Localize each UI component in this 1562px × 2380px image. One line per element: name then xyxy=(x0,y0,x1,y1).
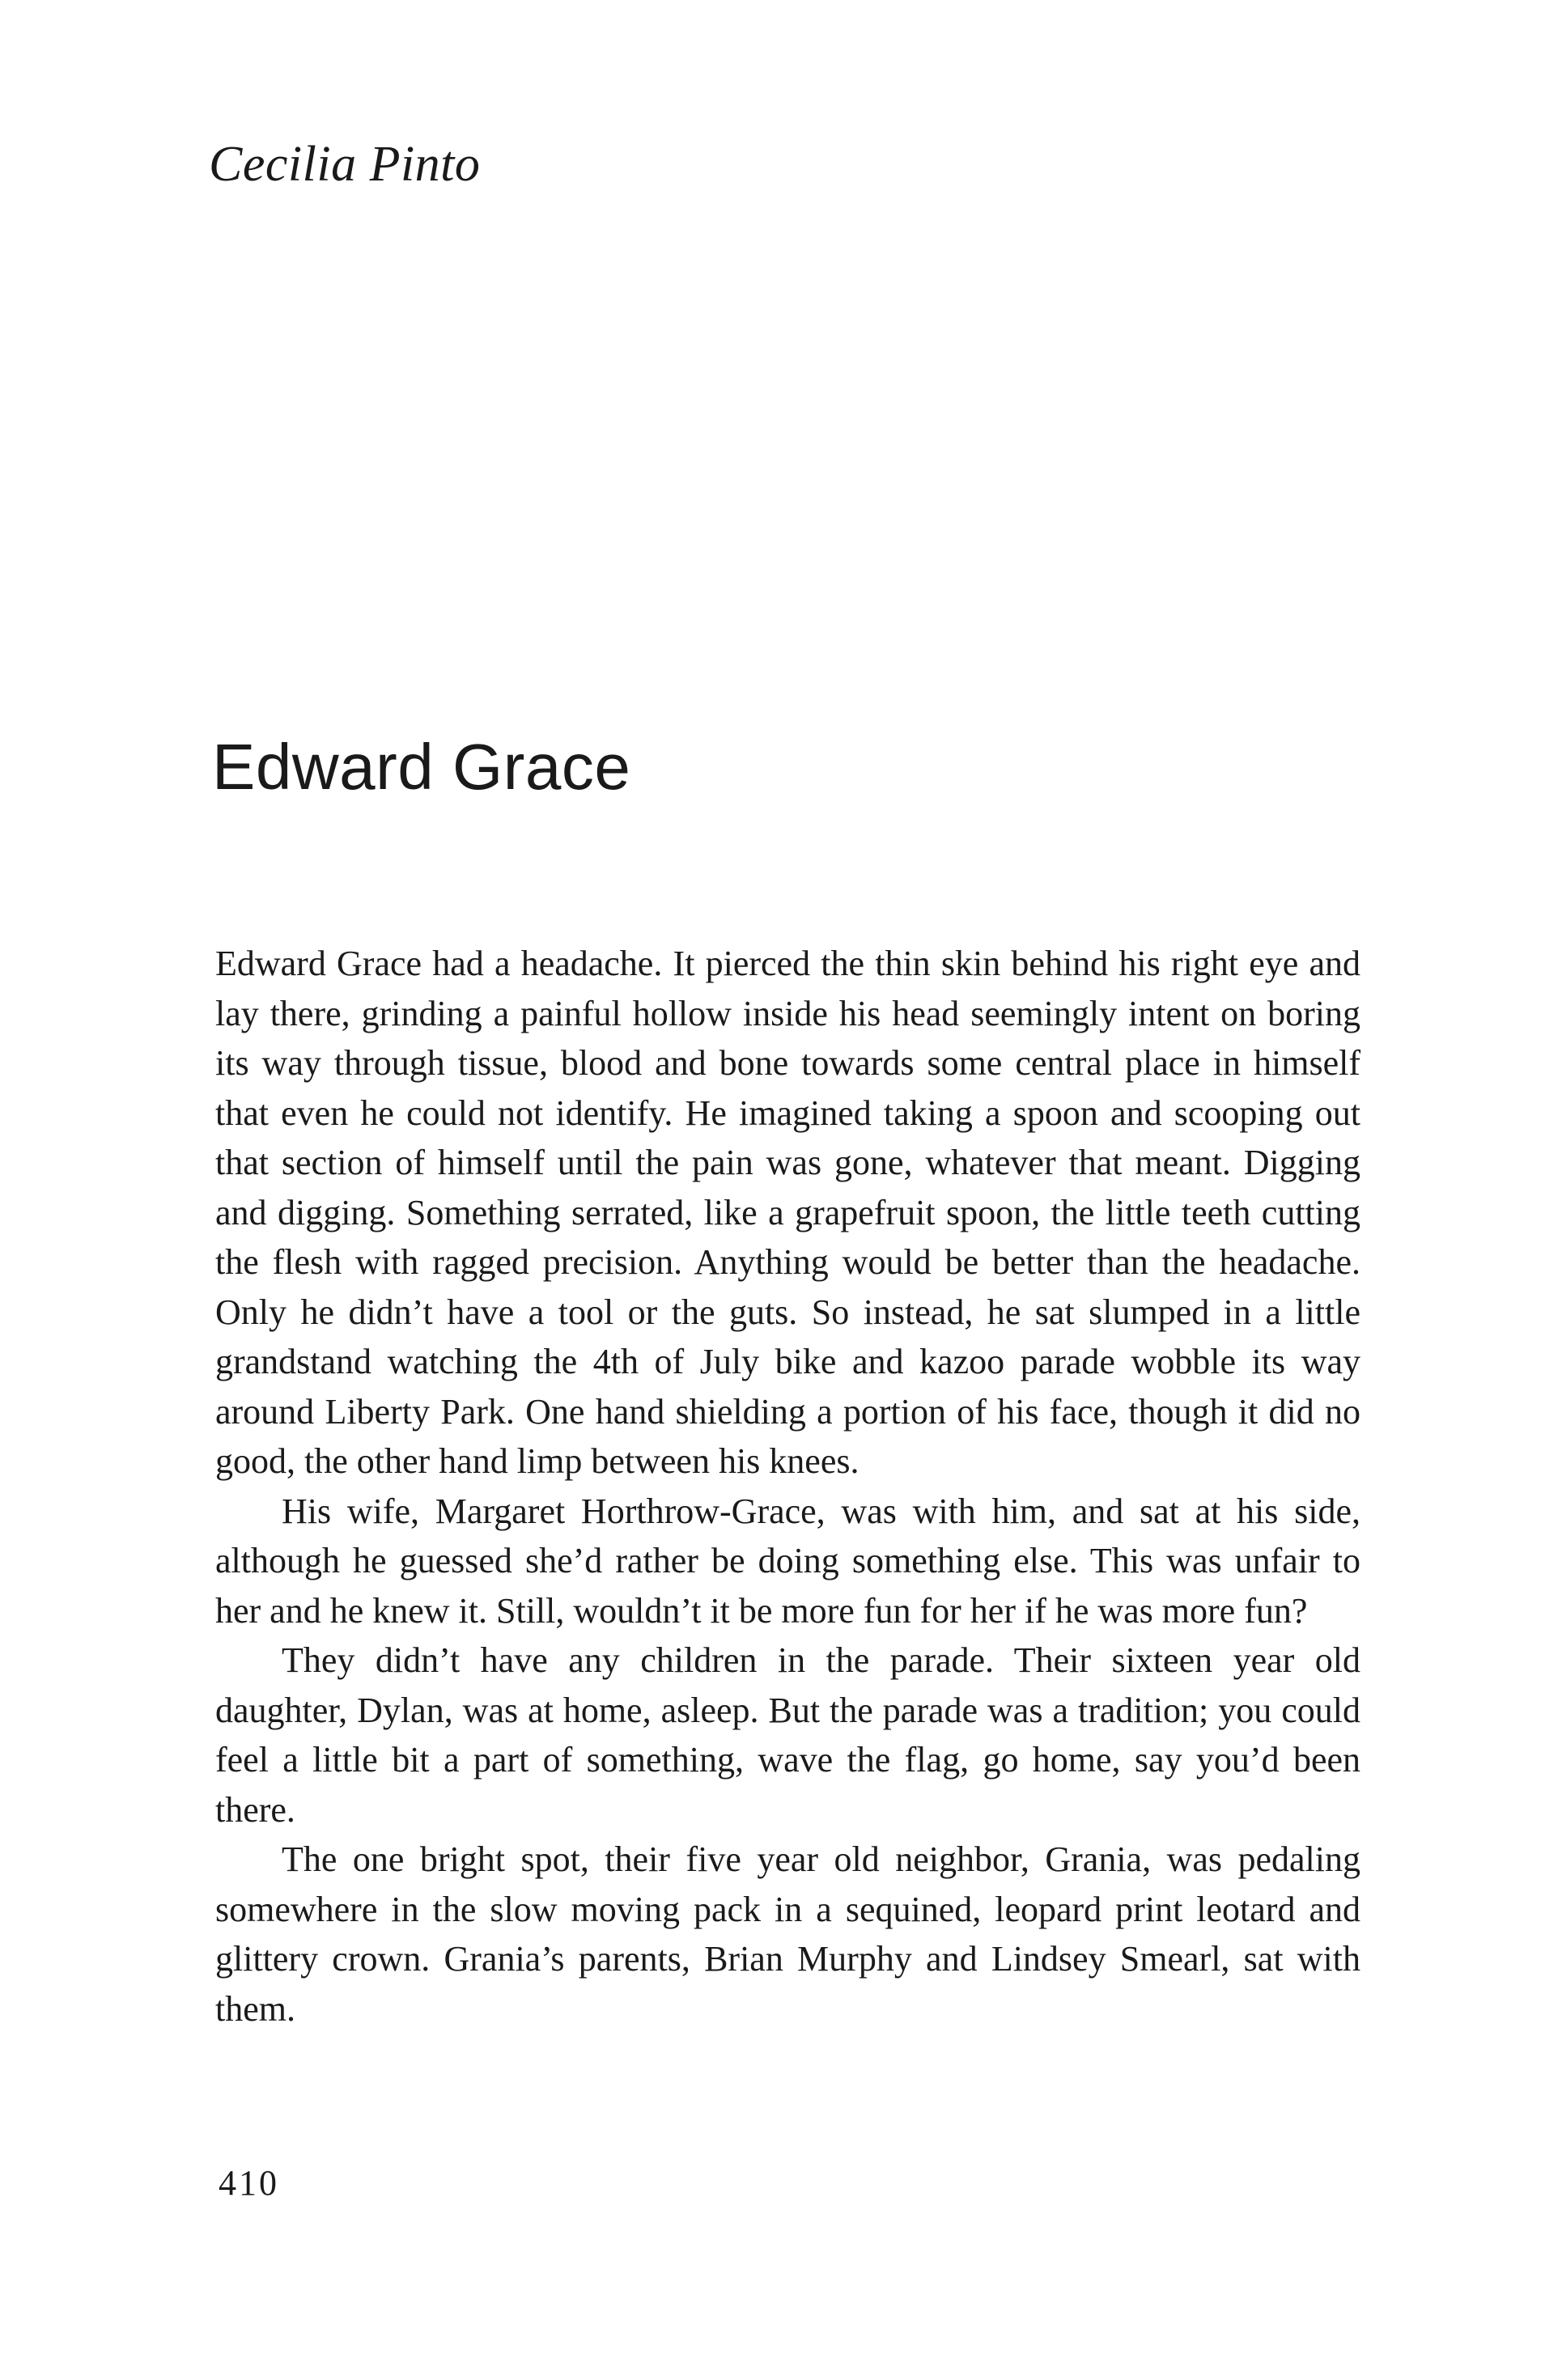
chapter-title: Edward Grace xyxy=(212,731,631,803)
paragraph-1: Edward Grace had a headache. It pierced the thin skin behind his right eye and lay there, grinding a painful hollow inside his head seemingly intent on boring its way through tissue, blood and bone towards some central place in himself that even he could not identify. He imagined taking a spoon and scooping out that section of himself until the pain was gone, whatever that meant. Digging and digging. Something serrated, like a grapefruit spoon, the little teeth cutting the flesh with ragged precision. Anything would be better than the headache. Only he didn’t have a tool or the guts. So instead, he sat slumped in a little grandstand watching the 4th of July bike and kazoo parade wobble its way around Liberty Park. One hand shielding a portion of his face, though it did no good, the other hand limp between his knees. xyxy=(215,944,1360,1481)
running-header-author: Cecilia Pinto xyxy=(209,137,481,192)
story-body xyxy=(215,939,1360,2034)
paragraph-2: His wife, Margaret Horthrow-Grace, was with him, and sat at his side, although he guessed she’d rather be doing something else. This was unfair to her and he knew it. Still, wouldn’t it be more fun for her if he was more fun? xyxy=(215,1491,1360,1631)
paragraph-3: They didn’t have any children in the parade. Their sixteen year old daughter, Dylan, was at home, asleep. But the parade was a tradition; you could feel a little bit a part of something, wave the flag, go home, say you’d been there. xyxy=(215,1640,1360,1830)
page-number: 410 xyxy=(219,2163,279,2203)
paragraph-4: The one bright spot, their five year old neighbor, Grania, was pedaling somewhere in the slow moving pack in a sequined, leopard print leotard and glittery crown. Grania’s parents, Brian Murphy and Lindsey Smearl, sat with them. xyxy=(215,1839,1360,2029)
